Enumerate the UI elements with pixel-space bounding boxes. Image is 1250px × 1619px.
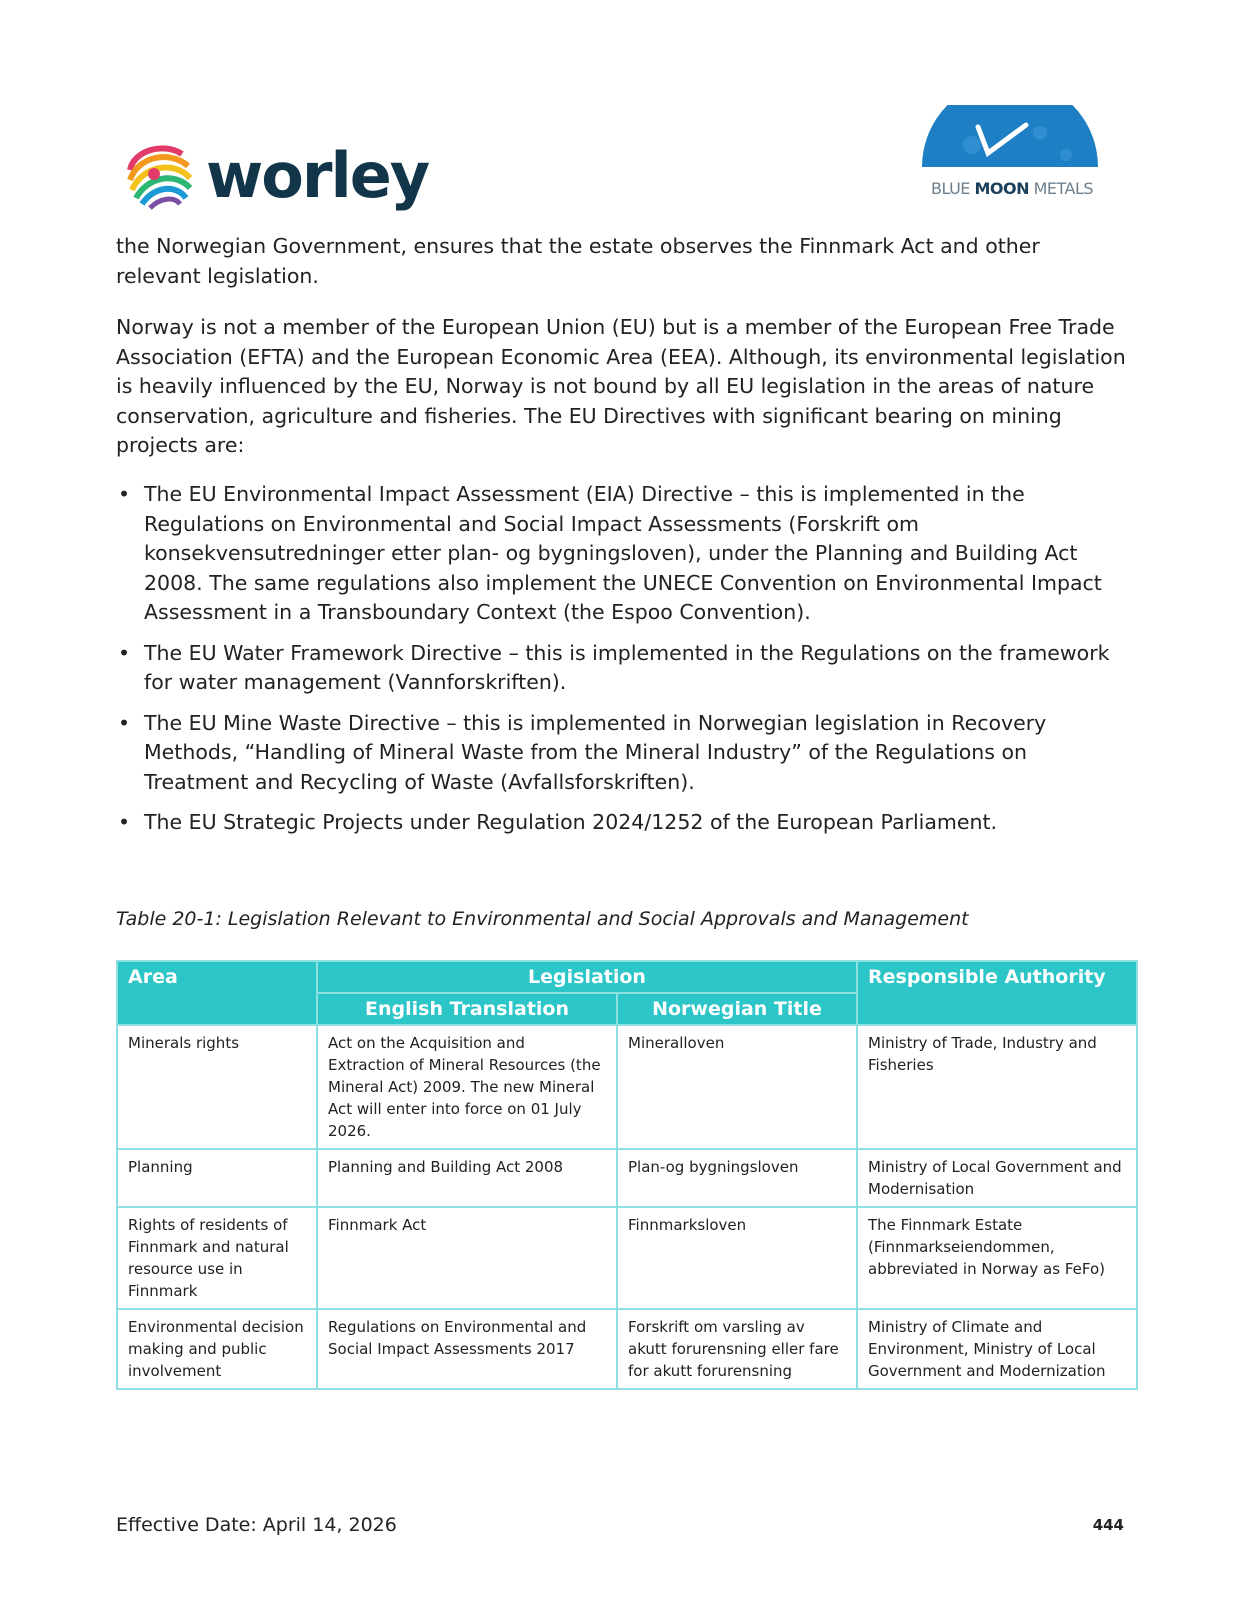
- cell-english: Finnmark Act: [317, 1207, 617, 1309]
- cell-authority: Ministry of Local Government and Modernisation: [857, 1149, 1137, 1207]
- cell-area: Environmental decision making and public involvement: [117, 1309, 317, 1389]
- cell-norwegian: Plan-og bygningsloven: [617, 1149, 857, 1207]
- worley-swirl-icon: [124, 140, 196, 212]
- list-item-text: The EU Environmental Impact Assessment (EIA) Directive – this is implemented in the Regulations on Environmental and Social Impact Assessments (Forskrift om konsekvensutredninger etter plan- og bygningsloven), under the Planning and Building Act 2008. The same regulations also implement the UNECE Convention on Environmental Impact Assessment in a Transboundary Context (the Espoo Convention).: [144, 482, 1102, 624]
- table-row: [117, 1149, 1137, 1207]
- list-item: [116, 639, 1126, 698]
- header-english-translation: English Translation: [317, 993, 617, 1025]
- bullet-icon: •: [118, 710, 131, 735]
- cell-area: Rights of residents of Finnmark and natural resource use in Finnmark: [117, 1207, 317, 1309]
- worley-wordmark: worley: [206, 139, 429, 212]
- list-item: [116, 808, 1126, 838]
- page-number: 444: [1092, 1516, 1124, 1534]
- cell-norwegian: Forskrift om varsling av akutt forurensning eller fare for akutt forurensning: [617, 1309, 857, 1389]
- header-norwegian-title: Norwegian Title: [617, 993, 857, 1025]
- paragraph: the Norwegian Government, ensures that the estate observes the Finnmark Act and other relevant legislation.: [116, 234, 1040, 288]
- header-area: Area: [117, 961, 317, 1025]
- blue-moon-metals-logo: [910, 105, 1110, 205]
- cell-english: Regulations on Environmental and Social Impact Assessments 2017: [317, 1309, 617, 1389]
- list-item-text: The EU Strategic Projects under Regulation 2024/1252 of the European Parliament.: [144, 810, 998, 834]
- list-item: [116, 480, 1126, 628]
- legislation-table: [116, 960, 1138, 1390]
- worley-logo: [124, 138, 428, 214]
- cell-authority: Ministry of Trade, Industry and Fisheries: [857, 1025, 1137, 1149]
- list-item-text: The EU Mine Waste Directive – this is implemented in Norwegian legislation in Recovery Methods, “Handling of Mineral Waste from the Mineral Industry” of the Regulations on Treatment and Recycling of Waste (Avfallsforskriften).: [144, 710, 1047, 794]
- cell-english: Act on the Acquisition and Extraction of Mineral Resources (the Mineral Act) 2009. The new Mineral Act will enter into force on 01 July 2026.: [317, 1025, 617, 1149]
- directive-list: [116, 480, 1126, 849]
- header-authority: Responsible Authority: [857, 961, 1137, 1025]
- cell-area: Planning: [117, 1149, 317, 1207]
- header-legislation: Legislation: [317, 961, 857, 993]
- cell-norwegian: Finnmarksloven: [617, 1207, 857, 1309]
- list-item-text: The EU Water Framework Directive – this is implemented in the Regulations on the framework for water management (Vannforskriften).: [144, 640, 1110, 694]
- cell-norwegian: Mineralloven: [617, 1025, 857, 1149]
- table-row: [117, 1207, 1137, 1309]
- bullet-icon: •: [118, 482, 131, 506]
- cell-authority: Ministry of Climate and Environment, Ministry of Local Government and Modernization: [857, 1309, 1137, 1389]
- blue-moon-metals-text: BLUE MOON METALS: [930, 179, 1094, 198]
- effective-date: Effective Date: April 14, 2026: [116, 1514, 397, 1536]
- cell-area: Minerals rights: [117, 1025, 317, 1149]
- paragraph: Norway is not a member of the European Union (EU) but is a member of the European Free Trade Association (EFTA) and the European Economic Area (EEA). Although, its environmental legislation is heavily influenced by the EU, Norway is not bound by all EU legislation in the areas of nature conservation, agriculture and fisheries. The EU Directives with significant bearing on mining projects are:: [116, 315, 1126, 457]
- bullet-icon: •: [118, 810, 131, 834]
- bullet-icon: •: [118, 640, 131, 665]
- table-row: [117, 1309, 1137, 1389]
- table-caption: Table 20-1: Legislation Relevant to Environmental and Social Approvals and Management: [116, 908, 969, 930]
- cell-authority: The Finnmark Estate (Finnmarkseiendommen, abbreviated in Norway as FeFo): [857, 1207, 1137, 1309]
- cell-english: Planning and Building Act 2008: [317, 1149, 617, 1207]
- table-row: [117, 1025, 1137, 1149]
- list-item: [116, 709, 1126, 798]
